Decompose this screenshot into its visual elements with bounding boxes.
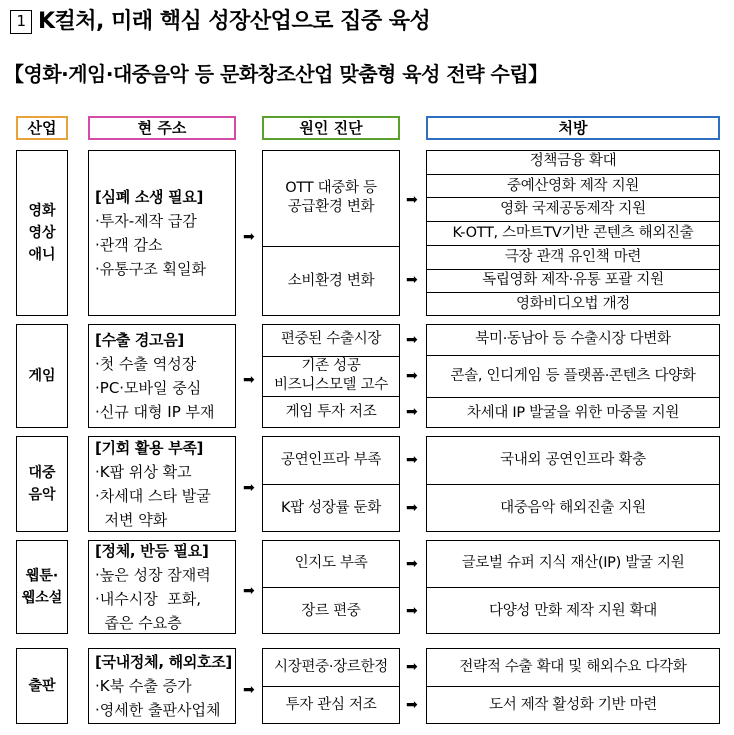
prescription-item: 독립영화 제작·유통 포괄 지원 [427,269,719,293]
current-status-cell [88,150,236,316]
diagnosis-item: K팝 성장률 둔화 [263,484,399,532]
diagnosis-item: 소비환경 변화 [263,246,399,316]
section-title [10,4,430,35]
prescription-item: 북미·동남아 등 수출시장 다변화 [475,330,671,347]
prescription-item: 전략적 수출 확대 및 해외수요 다각화 [459,658,687,675]
prescription-item: 글로벌 슈퍼 지식 재산(IP) 발굴 지원 [461,555,685,571]
current-to-diagnosis-arrow: ➡ [243,229,255,245]
industry-cell: 게임 [16,324,68,428]
industry-cell: 웹툰· 웹소설 [16,540,68,634]
current-status-item: ·PC·모바일 중심 [95,379,202,397]
diagnosis-item: 편중된 수출시장 [280,331,382,348]
current-to-diagnosis-arrow: ➡ [243,372,255,388]
diagnosis-to-prescription-arrow: ➡ [406,452,418,468]
current-status-item: ·첫 수출 역성장 [95,355,197,373]
current-status-cell [88,540,236,634]
prescription-item: K-OTT, 스마트TV기반 콘텐츠 해외진출 [427,221,719,245]
current-status-cell [88,436,236,532]
diagnosis-to-prescription-arrow: ➡ [406,602,418,619]
diagnosis-item: 장르 편중 [263,587,399,634]
current-status-item: ·신규 대형 IP 부재 [95,403,215,421]
diagnosis-to-prescription-arrow: ➡ [406,555,418,572]
current-status-item: ·K팝 위상 확고 [95,463,192,481]
current-status-item: ·영세한 출판사업체 [95,701,221,719]
prescription-item: 콘솔, 인디게임 등 플랫폼·콘텐츠 다양화 [427,355,719,398]
current-status-heading: [수출 경고음] [95,331,184,349]
current-status-cell [88,324,236,428]
diagnosis-to-prescription-arrow: ➡ [406,500,418,516]
diagnosis-item: OTT 대중화 등 공급환경 변화 [285,180,377,216]
prescription-item: 정책금융 확대 [529,153,617,170]
prescription-item: 영화비디오법 개정 [427,292,719,316]
current-to-diagnosis-arrow: ➡ [243,583,255,599]
diagnosis-item: 기존 성공 비즈니스모델 고수 [263,356,399,397]
section-number: 1 [10,10,32,34]
industry-cell: 대중 음악 [16,436,68,532]
diagnosis-to-prescription-arrow: ➡ [406,368,418,384]
prescription-item: 중예산영화 제작 지원 [427,174,719,198]
diagnosis-to-prescription-arrow: ➡ [406,272,418,288]
current-status-item: ·K북 수출 증가 [95,677,192,695]
current-status-heading: [정체, 반등 필요] [95,542,209,560]
prescription-item: 차세대 IP 발굴을 위한 마중물 지원 [427,397,719,428]
current-status-heading: [기회 활용 부족] [95,439,204,457]
current-status-heading: [심폐 소생 필요] [95,188,204,206]
prescription-item: 영화 국제공동제작 지원 [427,197,719,221]
current-status-cell [88,648,236,724]
current-status-item: ·투자-제작 급감 [95,212,197,230]
prescription-item: 다양성 만화 제작 지원 확대 [427,587,719,634]
current-status-heading: [국내정체, 해외호조] [95,653,232,671]
header-prescription: 처방 [426,116,720,140]
header-industry: 산업 [16,116,68,140]
diagnosis-item: 인지도 부족 [294,555,368,571]
current-to-diagnosis-arrow: ➡ [243,480,255,496]
prescription-item: 대중음악 해외진출 지원 [427,484,719,532]
header-current: 현 주소 [88,116,236,140]
diagnosis-to-prescription-arrow: ➡ [406,331,418,348]
current-status-item: ·높은 성장 잠재력 [95,566,211,584]
diagnosis-to-prescription-arrow: ➡ [406,697,418,713]
diagnosis-item: 투자 관심 저조 [263,686,399,724]
prescription-item: 도서 제작 활성화 기반 마련 [427,686,719,724]
section-title-text: K컬처, 미래 핵심 성장산업으로 집중 육성 [38,9,431,34]
current-status-item: ·관객 감소 [95,236,163,254]
diagnosis-to-prescription-arrow: ➡ [406,192,418,208]
diagnosis-item: 게임 투자 저조 [263,396,399,428]
prescription-item: 극장 관객 유인책 마련 [427,245,719,269]
diagnosis-to-prescription-arrow: ➡ [406,659,418,675]
industry-cell: 영화 영상 애니 [16,150,68,316]
current-status-item: ·내수시장 포화, 좁은 수요층 [95,590,202,632]
prescription-item: 국내외 공연인프라 확충 [500,451,646,468]
diagnosis-item: 시장편중·장르한정 [274,658,388,675]
current-status-item: ·차세대 스타 발굴 저변 약화 [95,487,211,529]
industry-cell: 출판 [16,648,68,724]
current-status-item: ·유통구조 획일화 [95,260,206,278]
diagnosis-to-prescription-arrow: ➡ [406,404,418,421]
header-diagnosis: 원인 진단 [262,116,400,140]
strategy-subtitle: 【영화·게임·대중음악 등 문화창조산업 맞춤형 육성 전략 수립】 [4,62,548,86]
diagnosis-item: 공연인프라 부족 [280,451,382,468]
current-to-diagnosis-arrow: ➡ [243,682,255,698]
